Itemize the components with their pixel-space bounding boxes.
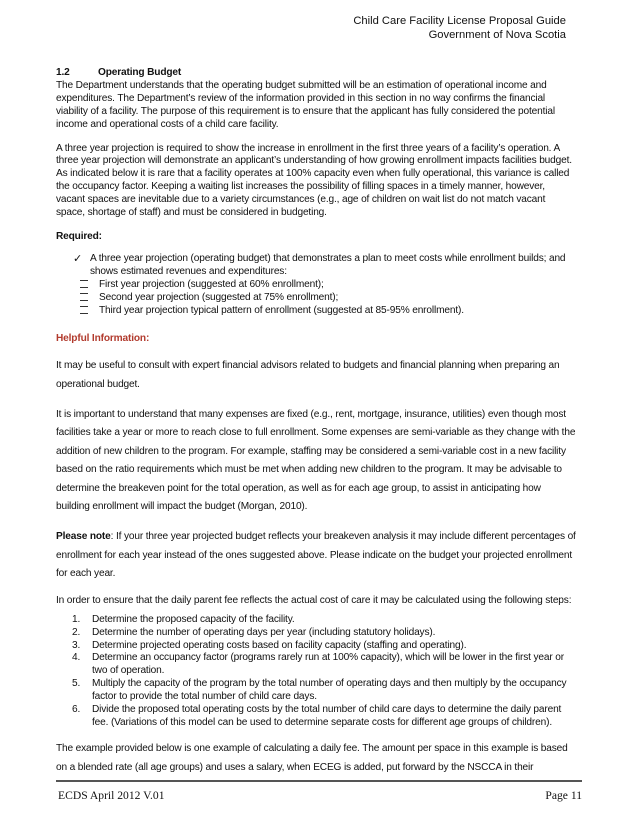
page-number: Page 11 bbox=[545, 789, 582, 802]
advisor-paragraph: It may be useful to consult with expert financial advisors related to budgets and financial planning when preparing an operational budget. bbox=[56, 360, 560, 390]
intro-paragraph: The Department understands that the operating budget submitted will be an estimation of operational income and expenditures. The Department’s review of the information provided in this section in no way confirms the financial viability of a facility. The purpose of this requirement is to ensure that the applicant has fully considered the potential income and operational costs of a child care facility. bbox=[56, 79, 555, 130]
section-title: Operating Budget bbox=[98, 67, 182, 78]
note-text: : If your three year projected budget reflects your breakeven analysis it may include different percentages of enrollment for each year instead of the ones suggested above. Please indicate on the budget your projected enrollment for each year. bbox=[56, 531, 576, 580]
required-item bbox=[56, 253, 576, 279]
list-item: Second year projection (suggested at 75% enrollment); bbox=[80, 292, 576, 305]
note-label: Please note bbox=[56, 531, 111, 543]
list-item: First year projection (suggested at 60% enrollment); bbox=[80, 279, 576, 292]
page-header bbox=[236, 14, 566, 42]
list-item: 1. Determine the proposed capacity of the facility. bbox=[72, 613, 295, 625]
list-item: 5. Multiply the capacity of the program by the total number of operating days and then multiply by the occupancy factor to provide the total number of child care days. bbox=[72, 678, 567, 703]
expenses-paragraph: It is important to understand that many expenses are fixed (e.g., rent, mortgage, insurance, utilities) even though most facilities take a year or more to reach close to full enrollment. Some expenses are semi-variable as they change with the addition of new children to the program. For example, staffing may be considered a semi-variable cost in a new facility based on the ratio requirements which must be met when adding new children to the program. It may be advisable to determine the breakeven point for the total operation, as well as for each age group, to assist in anticipating how building enrollment will impact the budget (Morgan, 2010). bbox=[56, 408, 576, 513]
closing-paragraph: The example provided below is one example of calculating a daily fee. The amount per space in this example is based on a blended rate (all age groups) and uses a salary, when ECEG is added, put forward by the NSCCA in their bbox=[56, 742, 568, 773]
steps-intro: In order to ensure that the daily parent fee reflects the actual cost of care it may be calculated using the following steps: bbox=[56, 594, 572, 606]
projection-list bbox=[80, 279, 576, 318]
list-item: 4. Determine an occupancy factor (programs rarely run at 100% capacity), which will be lower in the first year or two of operation. bbox=[72, 652, 564, 677]
list-item: 2. Determine the number of operating days per year (including statutory holidays). bbox=[72, 626, 436, 638]
footer-divider bbox=[56, 780, 582, 782]
section-number: 1.2 bbox=[56, 67, 70, 78]
helpful-heading: Helpful Information: bbox=[56, 333, 150, 345]
required-heading: Required: bbox=[56, 230, 102, 242]
header-title: Child Care Facility License Proposal Guide bbox=[353, 15, 566, 27]
checkmark-icon: ✓ bbox=[73, 252, 83, 265]
list-item: 3. Determine projected operating costs based on facility capacity (staffing and operating). bbox=[72, 639, 467, 651]
projection-paragraph: A three year projection is required to show the increase in enrollment in the first three years of a facility’s operation. A three year projection will demonstrate an applicant’s understanding of how growing enrollment impacts facilities budget. As indicated below it is rare that a facility operates at 100% capacity even when fully operational, this variance is called the occupancy factor. Keeping a waiting list increases the possibility of filling spaces in a timely manner, however, vacant spaces are inevitable due to a variety circumstances (e.g., age of children on wait list do not match vacant space, shortage of staff) and must be considered in budgeting. bbox=[56, 142, 572, 219]
dash-bullet-icon bbox=[80, 280, 88, 288]
header-subtitle: Government of Nova Scotia bbox=[428, 29, 566, 41]
document-body bbox=[56, 67, 576, 788]
dash-bullet-icon bbox=[80, 306, 88, 314]
dash-bullet-icon bbox=[80, 293, 88, 301]
steps-list bbox=[56, 614, 576, 730]
section-heading bbox=[56, 67, 576, 80]
required-item-text: A three year projection (operating budget) that demonstrates a plan to meet costs while enrollment builds; and shows estimated revenues and expenditures: bbox=[90, 252, 566, 277]
list-item: Third year projection typical pattern of enrollment (suggested at 85-95% enrollment). bbox=[80, 305, 576, 318]
list-item: 6. Divide the proposed total operating costs by the total number of child care days to determine the daily parent fee. (Variations of this model can be used to determine separate costs for different age groups of children). bbox=[72, 704, 562, 728]
note-paragraph bbox=[56, 528, 576, 584]
footer-version: ECDS April 2012 V.01 bbox=[58, 789, 165, 802]
